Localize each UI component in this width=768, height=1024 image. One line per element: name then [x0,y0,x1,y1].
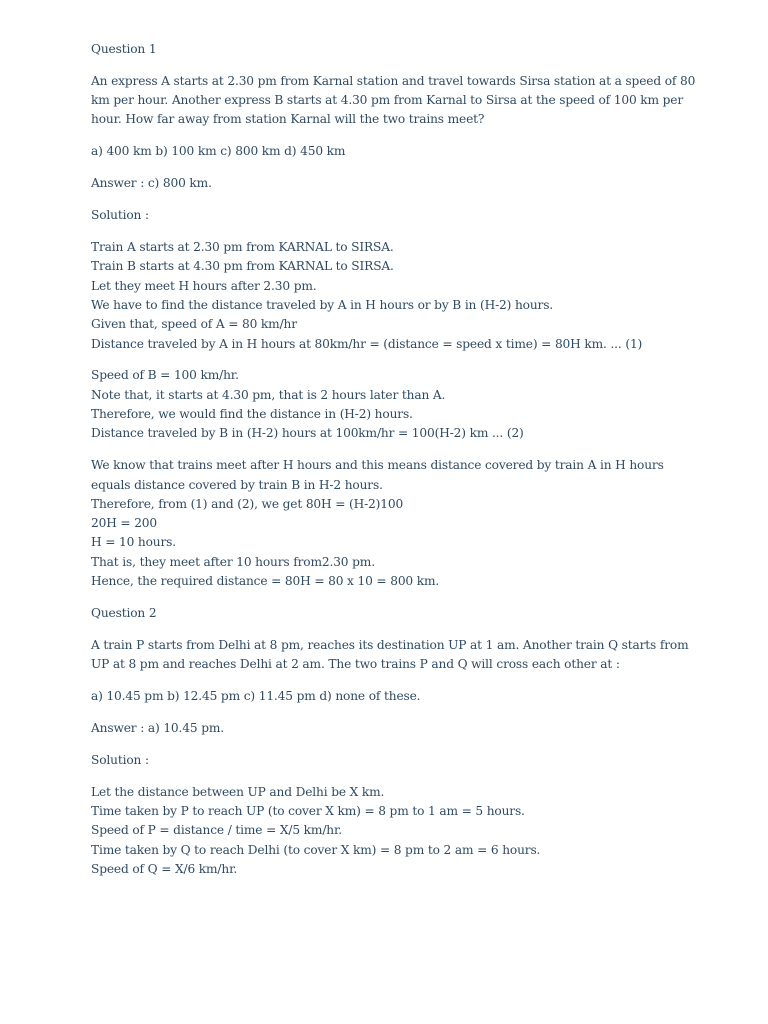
text-line: a) 400 km b) 100 km c) 800 km d) 450 km [91,144,346,159]
text-line: H = 10 hours. [91,535,177,550]
paragraph [91,456,691,591]
text-line: An express A starts at 2.30 pm from Karnal station and travel towards Sirsa station at a speed of 80 [91,73,696,88]
text-line: Question 2 [91,605,157,620]
text-line: Distance traveled by B in (H-2) hours at 100km/hr = 100(H-2) km ... (2) [91,426,524,441]
text-line: Therefore, from (1) and (2), we get 80H = (H-2)100 [91,496,404,511]
paragraph [91,206,691,225]
text-line: Therefore, we would find the distance in (H-2) hours. [91,407,413,422]
paragraph [91,604,691,623]
text-line: UP at 8 pm and reaches Delhi at 2 am. The two trains P and Q will cross each other at : [91,657,620,672]
text-line: Train B starts at 4.30 pm from KARNAL to SIRSA. [91,259,394,274]
paragraph [91,687,691,706]
paragraph [91,719,691,738]
text-line: km per hour. Another express B starts at 4.30 pm from Karnal to Sirsa at the speed of 100 km per [91,93,684,108]
paragraph [91,238,691,354]
text-line: Time taken by Q to reach Delhi (to cover X km) = 8 pm to 2 am = 6 hours. [91,842,541,857]
paragraph [91,72,696,130]
text-line: Given that, speed of A = 80 km/hr [91,317,297,332]
text-line: Hence, the required distance = 80H = 80 x 10 = 800 km. [91,573,440,588]
text-line: Speed of B = 100 km/hr. [91,368,239,383]
text-line: Answer : a) 10.45 pm. [91,720,224,735]
text-line: Question 1 [91,42,157,56]
text-line: Let the distance between UP and Delhi be X km. [91,784,385,799]
text-line: Answer : c) 800 km. [91,176,212,191]
paragraph [91,174,691,193]
text-line: a) 10.45 pm b) 12.45 pm c) 11.45 pm d) none of these. [91,688,421,703]
paragraph [91,142,691,161]
text-line: Solution : [91,208,149,223]
text-line: Solution : [91,752,149,767]
text-line: A train P starts from Delhi at 8 pm, reaches its destination UP at 1 am. Another train Q starts from [91,637,689,652]
text-line: Distance traveled by A in H hours at 80km/hr = (distance = speed x time) = 80H km. ... (1) [91,336,643,351]
text-line: 20H = 200 [91,516,158,531]
paragraph [91,636,691,675]
text-line: We have to find the distance traveled by A in H hours or by B in (H-2) hours. [91,297,554,312]
text-line: equals distance covered by train B in H-2 hours. [91,477,383,492]
text-line: Time taken by P to reach UP (to cover X km) = 8 pm to 1 am = 5 hours. [91,803,525,818]
text-line: That is, they meet after 10 hours from2.30 pm. [91,554,375,569]
text-line: hour. How far away from station Karnal will the two trains meet? [91,112,485,127]
text-line: Speed of P = distance / time = X/5 km/hr. [91,823,343,838]
paragraph [91,783,691,879]
text-line: Note that, it starts at 4.30 pm, that is 2 hours later than A. [91,387,446,402]
text-line: We know that trains meet after H hours and this means distance covered by train A in H hours [91,458,664,473]
text-line: Train A starts at 2.30 pm from KARNAL to SIRSA. [91,240,394,255]
text-line: Speed of Q = X/6 km/hr. [91,861,238,876]
paragraph [91,40,691,59]
paragraph [91,751,691,770]
text-line: Let they meet H hours after 2.30 pm. [91,278,317,293]
paragraph [91,366,691,443]
document-page [91,40,696,892]
